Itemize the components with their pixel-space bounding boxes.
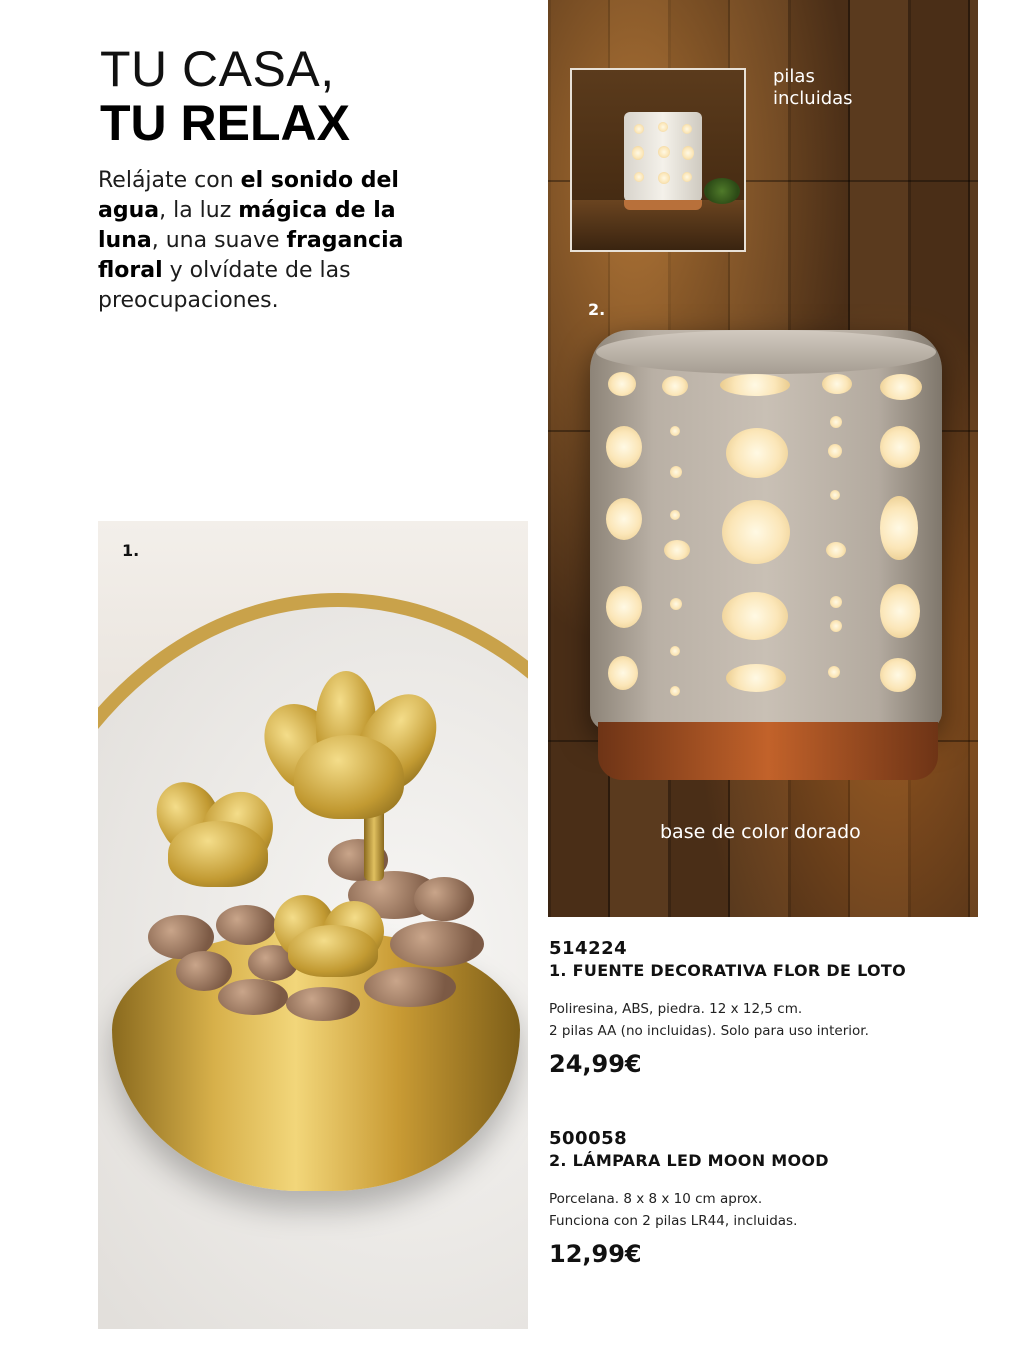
mini-lamp	[624, 112, 702, 202]
moon-hole	[606, 586, 642, 628]
moon-hole	[722, 592, 788, 640]
product-code: 514224	[549, 938, 628, 959]
lamp-hole	[658, 172, 670, 184]
lamp-hole	[682, 146, 694, 160]
moon-hole	[830, 620, 842, 632]
lamp-hole	[658, 122, 668, 132]
moon-hole	[822, 374, 852, 394]
pebble	[364, 967, 456, 1007]
moon-lamp	[590, 330, 942, 730]
description-line: Poliresina, ABS, piedra. 12 x 12,5 cm.	[549, 1001, 803, 1017]
moon-hole	[720, 374, 790, 396]
moon-hole	[670, 646, 680, 656]
description-line: Porcelana. 8 x 8 x 10 cm aprox.	[549, 1191, 763, 1207]
product-number-1: 1.	[122, 541, 140, 560]
product-number-2: 2.	[588, 300, 606, 319]
description-line: Funciona con 2 pilas LR44, incluidas.	[549, 1213, 798, 1229]
product-price: 12,99€	[549, 1240, 642, 1268]
lamp-hole	[632, 146, 644, 160]
plant	[704, 178, 740, 204]
intro-highlight: el sonido del agua	[98, 168, 399, 223]
page-title	[100, 42, 350, 150]
product-name: 1. FUENTE DECORATIVA FLOR DE LOTO	[549, 961, 907, 980]
moon-hole	[726, 428, 788, 478]
lotus-petal	[294, 735, 404, 819]
product-info-fountain	[549, 938, 969, 1078]
moon-hole	[880, 374, 922, 400]
gold-base-caption: base de color dorado	[660, 821, 861, 843]
product-price: 24,99€	[549, 1050, 642, 1078]
title-line-2: TU RELAX	[100, 95, 350, 151]
fountain-product-image	[98, 521, 528, 1329]
moon-hole	[826, 542, 846, 558]
moon-hole	[880, 496, 918, 560]
pebble	[390, 921, 484, 967]
product-code: 500058	[549, 1128, 628, 1149]
intro-highlight: mágica de la luna	[98, 198, 396, 253]
mini-lamp-base	[624, 200, 702, 210]
moon-hole	[830, 416, 842, 428]
moon-hole	[608, 656, 638, 690]
lamp-hole	[634, 124, 644, 134]
product-description	[549, 998, 969, 1042]
moon-hole	[880, 658, 916, 692]
description-line: 2 pilas AA (no incluidas). Solo para uso interior.	[549, 1023, 869, 1039]
pebble	[414, 877, 474, 921]
pebble	[286, 987, 360, 1021]
moon-hole	[880, 426, 920, 468]
moon-hole	[726, 664, 786, 692]
lamp-hole	[682, 124, 692, 134]
batteries-included-caption: pilas incluidas	[773, 66, 853, 109]
moon-hole	[828, 444, 842, 458]
lamp-hole	[682, 172, 692, 182]
product-description	[549, 1188, 969, 1232]
moon-hole	[830, 490, 840, 500]
intro-highlight: fragancia floral	[98, 228, 404, 283]
moon-hole	[670, 686, 680, 696]
lamp-product-image	[548, 0, 978, 917]
lamp-gold-base	[598, 722, 938, 780]
moon-hole	[606, 498, 642, 540]
lotus-petal	[288, 925, 378, 977]
lotus-petal	[168, 821, 268, 887]
moon-hole	[828, 666, 840, 678]
intro-part: Relájate con	[98, 168, 241, 193]
intro-text	[98, 166, 438, 316]
pebble	[218, 979, 288, 1015]
intro-part: , una suave	[151, 228, 287, 253]
moon-hole	[722, 500, 790, 564]
moon-hole	[670, 598, 682, 610]
moon-hole	[880, 584, 920, 638]
pebble	[176, 951, 232, 991]
intro-part: , la luz	[159, 198, 239, 223]
moon-hole	[670, 466, 682, 478]
moon-hole	[662, 376, 688, 396]
lamp-hole	[634, 172, 644, 182]
lamp-hole	[658, 146, 670, 158]
pebble	[216, 905, 276, 945]
moon-hole	[670, 426, 680, 436]
moon-hole	[608, 372, 636, 396]
product-name: 2. LÁMPARA LED MOON MOOD	[549, 1151, 829, 1170]
title-line-1: TU CASA,	[100, 41, 335, 97]
moon-hole	[606, 426, 642, 468]
moon-hole	[664, 540, 690, 560]
lamp-inset-image	[570, 68, 746, 252]
intro-part: y olvídate de las preocupaciones.	[98, 258, 351, 313]
lamp-top	[596, 330, 936, 374]
moon-hole	[670, 510, 680, 520]
moon-hole	[830, 596, 842, 608]
product-info-lamp	[549, 1128, 969, 1268]
